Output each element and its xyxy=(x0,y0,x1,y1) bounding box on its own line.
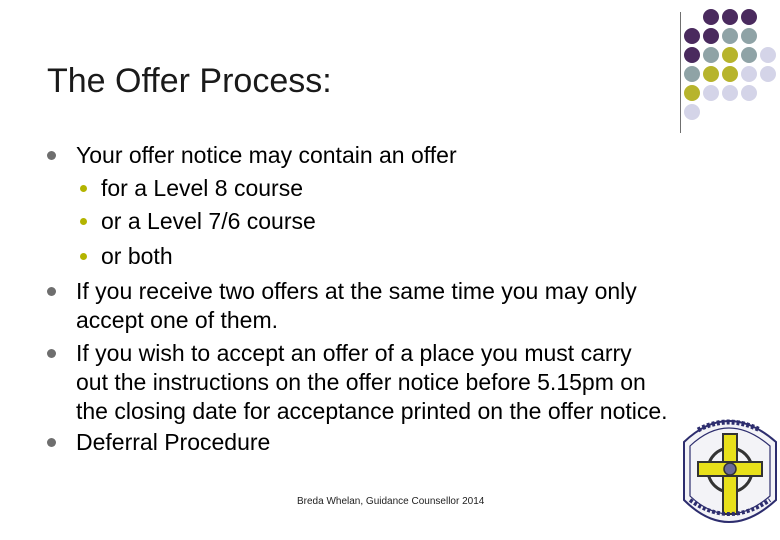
decorative-dot xyxy=(722,66,738,82)
bullet-line: accept one of them. xyxy=(76,307,279,333)
decorative-dot xyxy=(760,47,776,63)
celtic-cross-crest-icon xyxy=(676,404,780,540)
decorative-dot xyxy=(741,66,757,82)
bullet-line: If you wish to accept an offer of a place you must carry xyxy=(76,340,632,366)
bullet-dot-icon xyxy=(47,349,56,358)
sub-bullet-text: for a Level 8 course xyxy=(101,175,304,201)
decorative-dot xyxy=(703,47,719,63)
bullet-dot-icon xyxy=(47,287,56,296)
decorative-dot xyxy=(684,66,700,82)
decorative-dot xyxy=(684,28,700,44)
bullet-line: Your offer notice may contain an offer xyxy=(76,142,457,168)
sub-bullet-dot-icon xyxy=(80,185,87,192)
sub-bullet-text: or a Level 7/6 course xyxy=(101,208,316,234)
slide-title: The Offer Process: xyxy=(47,62,332,100)
decorative-dot xyxy=(741,47,757,63)
decorative-dot-grid xyxy=(684,9,780,119)
bullet-dot-icon xyxy=(47,151,56,160)
sub-bullet-dot-icon xyxy=(80,218,87,225)
bullet-line: Deferral Procedure xyxy=(76,429,271,455)
decorative-dot xyxy=(684,47,700,63)
decorative-dot xyxy=(703,66,719,82)
sub-bullet-text: or both xyxy=(101,243,173,269)
decorative-dot xyxy=(684,85,700,101)
bullet-dot-icon xyxy=(47,438,56,447)
decorative-dot xyxy=(722,9,738,25)
decorative-dot xyxy=(703,28,719,44)
decorative-dot xyxy=(741,9,757,25)
decorative-dot xyxy=(741,28,757,44)
title-divider-line xyxy=(680,12,681,133)
bullet-line: out the instructions on the offer notice before 5.15pm on xyxy=(76,369,646,395)
decorative-dot xyxy=(703,85,719,101)
decorative-dot xyxy=(703,9,719,25)
decorative-dot xyxy=(760,66,776,82)
decorative-dot xyxy=(741,85,757,101)
decorative-dot xyxy=(722,47,738,63)
bullet-line: the closing date for acceptance printed on the offer notice. xyxy=(76,398,668,424)
decorative-dot xyxy=(684,104,700,120)
decorative-dot xyxy=(722,28,738,44)
decorative-dot xyxy=(722,85,738,101)
slide-footer: Breda Whelan, Guidance Counsellor 2014 xyxy=(297,496,485,507)
sub-bullet-dot-icon xyxy=(80,253,87,260)
bullet-line: If you receive two offers at the same time you may only xyxy=(76,278,637,304)
